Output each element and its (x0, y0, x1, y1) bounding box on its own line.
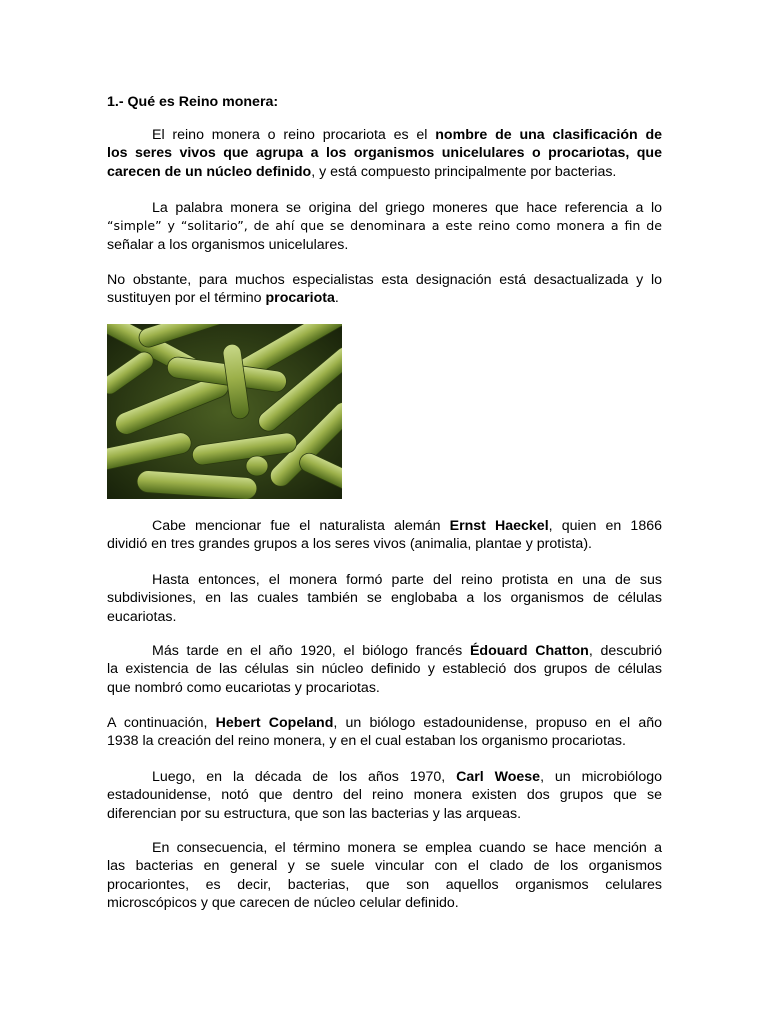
paragraph-protista (107, 571, 662, 626)
bold-text: Carl Woese (456, 769, 541, 785)
text: las bacterias en general y se suele vincular con el clado de los organismos (107, 858, 662, 875)
text: “simple” y “solitario”, de ahí que se denominara a este reino como monera a fin de (107, 218, 662, 234)
paragraph-woese (107, 768, 662, 823)
bacteria-micrograph-image (107, 324, 342, 499)
text: , un microbiólogo (540, 769, 663, 785)
text: , descubrió (588, 643, 663, 659)
bold-text: los seres vivos que agrupa a los organismos unicelulares o procariotas, que (107, 145, 662, 162)
text: Luego, en la década de los años 1970, (152, 769, 457, 785)
bold-text: nombre de una clasificación de (435, 127, 663, 143)
text: La palabra monera se origina del griego moneres que hace referencia a lo (152, 200, 662, 216)
text: microscópicos y que carecen de núcleo celular definido. (107, 894, 459, 911)
text: . (334, 290, 339, 307)
bold-text: Hebert Copeland (215, 715, 334, 731)
bold-text: Édouard Chatton (469, 643, 589, 659)
text: Cabe mencionar fue el naturalista alemán (152, 518, 450, 534)
text: No obstante, para muchos especialistas esta designación está desactualizada y lo (107, 272, 662, 288)
text: , y está compuesto principalmente por bacterias. (311, 163, 617, 180)
text: , quien en 1866 (548, 518, 662, 534)
text: diferencian por su estructura, que son las bacterias y las arqueas. (107, 805, 522, 822)
text: , un biólogo estadounidense, propuso en el año (333, 715, 662, 731)
bold-text: carecen de un núcleo definido (107, 163, 312, 180)
text: sustituyen por el término (107, 290, 266, 307)
section-heading: 1.- Qué es Reino monera: (107, 94, 279, 110)
text: 1938 la creación del reino monera, y en el cual estaban los organismo procariotas. (107, 733, 626, 750)
text: procariontes, es decir, bacterias, que son aquellos organismos celulares (107, 876, 662, 893)
text: que nombró como eucariotas y procariotas. (107, 679, 380, 696)
bold-text: Ernst Haeckel (449, 518, 549, 534)
paragraph-chatton (107, 642, 662, 697)
paragraph-obsolete (107, 271, 662, 308)
paragraph-conclusion (107, 839, 662, 912)
paragraph-definition (107, 126, 662, 181)
text: Más tarde en el año 1920, el biólogo francés (152, 643, 470, 659)
text: subdivisiones, en las cuales también se englobaba a los organismos de células (107, 590, 662, 607)
text: eucariotas. (107, 608, 177, 625)
paragraph-etymology (107, 199, 662, 254)
paragraph-copeland (107, 714, 662, 751)
text: dividió en tres grandes grupos a los seres vivos (animalia, plantae y protista). (107, 536, 592, 553)
bold-text: procariota (265, 290, 335, 307)
text: la existencia de las células sin núcleo definido y estableció dos grupos de células (107, 661, 662, 678)
text: Hasta entonces, el monera formó parte del reino protista en una de sus (152, 572, 662, 588)
text: señalar a los organismos unicelulares. (107, 236, 349, 253)
text: En consecuencia, el término monera se emplea cuando se hace mención a (152, 840, 662, 856)
text: estadounidense, notó que dentro del reino monera existen dos grupos que se (107, 787, 662, 804)
text: A continuación, (107, 715, 216, 731)
text: El reino monera o reino procariota es el (152, 127, 436, 143)
paragraph-haeckel (107, 517, 662, 554)
